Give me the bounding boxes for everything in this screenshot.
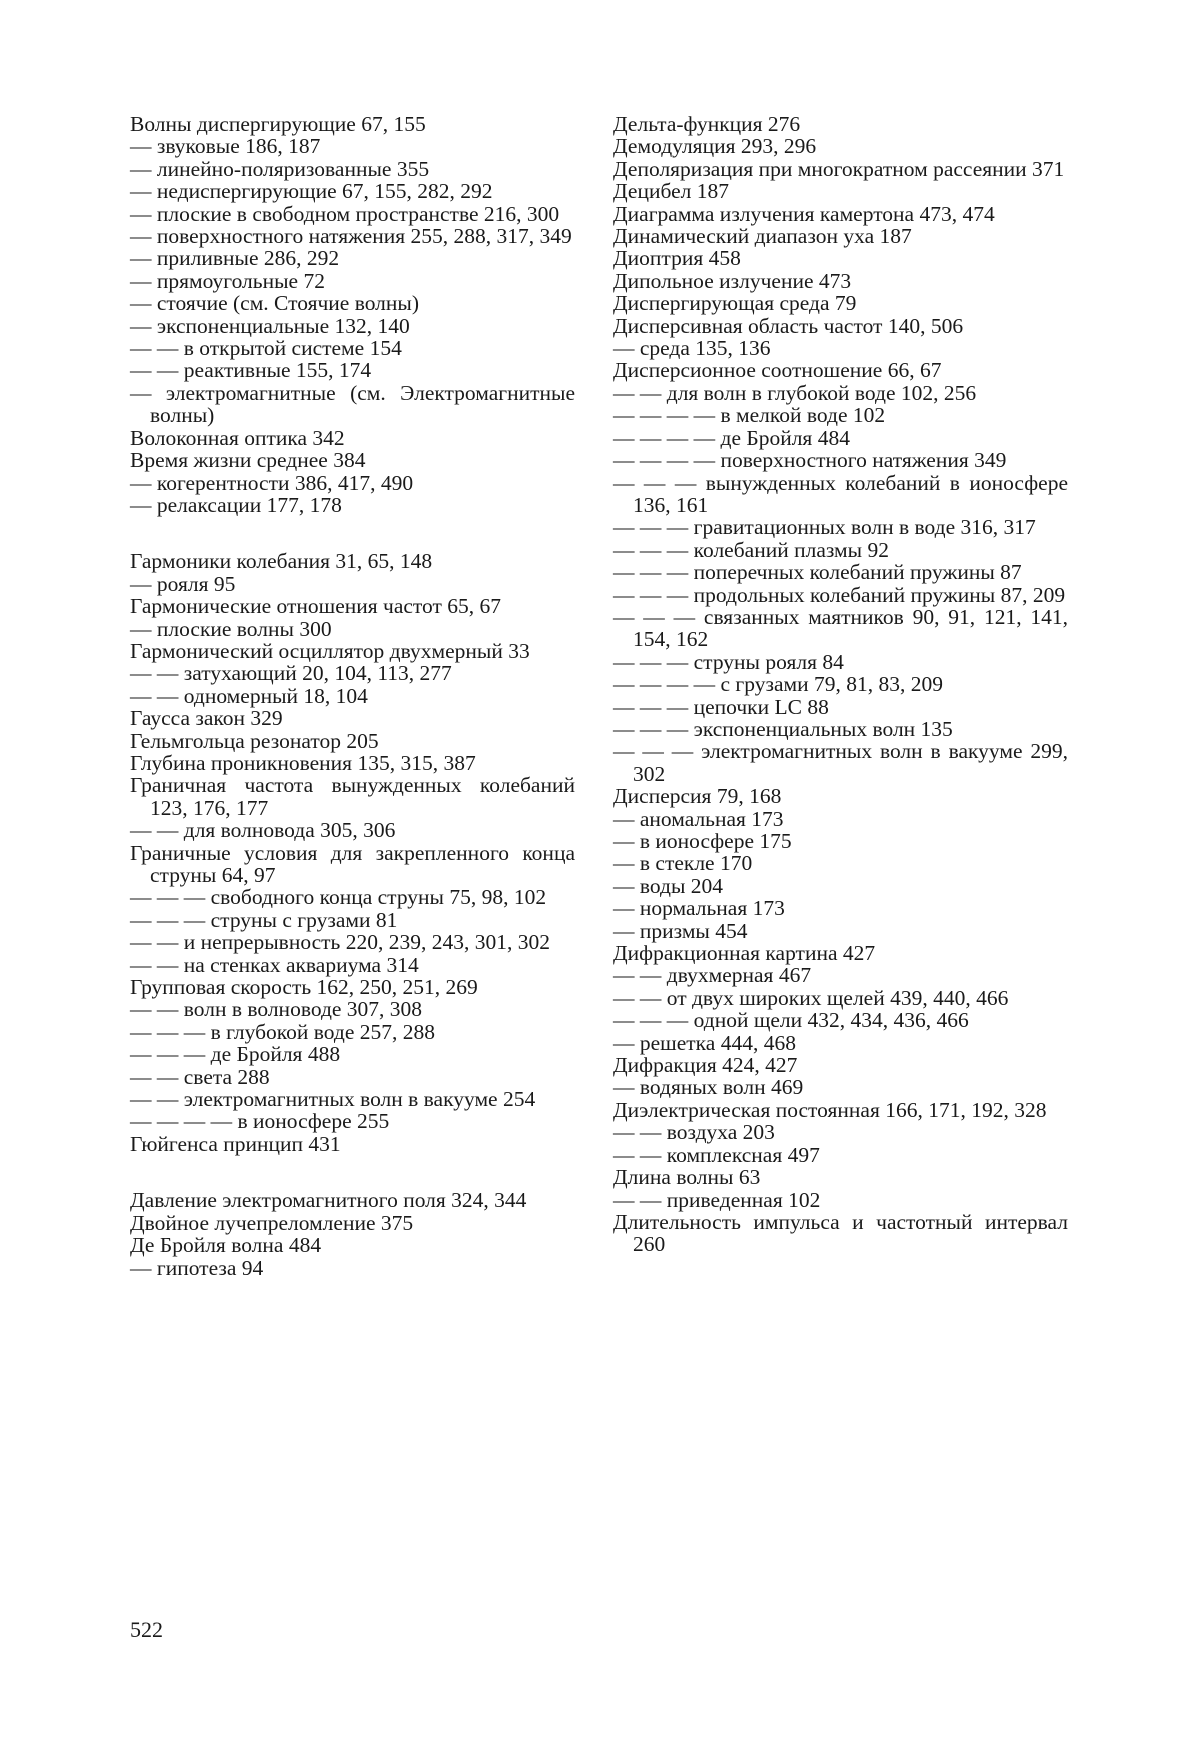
index-entry: Двойное лучепреломление 375	[130, 1210, 414, 1235]
index-entry: — — — одной щели 432, 434, 436, 466	[613, 1008, 969, 1033]
index-entry: — гипотеза 94	[130, 1255, 264, 1280]
index-entry: — электромагнитные (см. Электромагнитные волны)	[130, 380, 575, 428]
index-entry: Дисперсионное соотношение 66, 67	[613, 358, 942, 383]
index-entry: Время жизни среднее 384	[130, 448, 366, 473]
index-entry: — — — — де Бройля 484	[613, 425, 850, 450]
index-entry: — — — вынужденных колебаний в ионосфере 136, 161	[613, 470, 1068, 517]
index-column-right	[613, 113, 1068, 1256]
section-gap	[130, 516, 575, 550]
index-entry: — — — струны рояля 84	[613, 649, 844, 674]
index-entry: — — и непрерывность 220, 239, 243, 301, 302	[130, 930, 550, 955]
index-entry: Гюйгенса принцип 431	[130, 1131, 341, 1156]
index-column-left	[130, 113, 575, 1279]
index-entry: — плоские в свободном пространстве 216, 300	[130, 201, 560, 226]
index-entry: Граничные условия для закрепленного конца струны 64, 97	[130, 840, 575, 887]
index-entry: — — — продольных колебаний пружины 87, 209	[613, 582, 1066, 607]
index-entry: — — — свободного конца струны 75, 98, 102	[130, 885, 547, 910]
index-entry: — недиспергирующие 67, 155, 282, 292	[130, 179, 493, 204]
index-entry: — — затухающий 20, 104, 113, 277	[130, 661, 452, 686]
index-entry: — — — — с грузами 79, 81, 83, 209	[613, 672, 943, 697]
index-entry: — в ионосфере 175	[613, 829, 792, 853]
index-entry: Групповая скорость 162, 250, 251, 269	[130, 975, 478, 1000]
page-number: 522	[130, 1617, 163, 1642]
index-entry: — — — — поверхностного натяжения 349	[613, 448, 1007, 473]
index-entry: Децибел 187	[613, 179, 730, 204]
index-entry: Дисперсивная область частот 140, 506	[613, 313, 964, 338]
index-entry: — — — струны с грузами 81	[130, 907, 398, 932]
index-entry: — — — — в ионосфере 255	[130, 1109, 390, 1134]
index-entry: Деполяризация при многократном рассеянии 371	[613, 156, 1065, 181]
index-entry: — — на стенках аквариума 314	[130, 952, 419, 977]
index-entry: — призмы 454	[613, 918, 748, 943]
index-entry: — — — в глубокой воде 257, 288	[130, 1019, 435, 1044]
index-entry: — — приведенная 102	[613, 1187, 821, 1212]
index-entry: — воды 204	[613, 873, 724, 898]
index-entry: — решетка 444, 468	[613, 1030, 796, 1055]
index-entry: Волоконная оптика 342	[130, 425, 345, 450]
index-entry: Диспергирующая среда 79	[613, 291, 857, 316]
index-entry: Гармонические отношения частот 65, 67	[130, 594, 502, 619]
index-entry: Дельта-функция 276	[613, 112, 801, 136]
index-entry: Граничная частота вынужденных колебаний 123, 176, 177	[130, 773, 575, 820]
index-entry: — прямоугольные 72	[130, 268, 325, 293]
index-entry: — — электромагнитных волн в вакууме 254	[130, 1087, 536, 1112]
index-entry: — линейно-поляризованные 355	[130, 156, 430, 181]
index-entry: Де Бройля волна 484	[130, 1233, 322, 1258]
index-entry: — — — поперечных колебаний пружины 87	[613, 560, 1022, 585]
index-entry: Диоптрия 458	[613, 246, 741, 271]
index-entry: — — — де Бройля 488	[130, 1042, 341, 1067]
index-entry: — — в открытой системе 154	[130, 336, 402, 361]
index-entry: — плоские волны 300	[130, 616, 332, 641]
index-entry: Гармонический осциллятор двухмерный 33	[130, 638, 530, 663]
index-entry: — — — экспоненциальных волн 135	[613, 716, 953, 741]
index-entry: — — — гравитационных волн в воде 316, 317	[613, 515, 1036, 540]
index-entry: — — двухмерная 467	[613, 963, 812, 988]
index-entry: Гельмгольца резонатор 205	[130, 728, 379, 753]
index-entry: — стоячие (см. Стоячие волны)	[130, 291, 420, 316]
index-entry: — — воздуха 203	[613, 1120, 775, 1145]
index-entry: Динамический диапазон уха 187	[613, 224, 912, 249]
index-entry: — — комплексная 497	[613, 1142, 820, 1167]
index-entry: Длина волны 63	[613, 1165, 761, 1190]
index-entry: Гаусса закон 329	[130, 706, 283, 731]
index-entry: Диэлектрическая постоянная 166, 171, 192, 328	[613, 1097, 1047, 1122]
index-entry: Дифракция 424, 427	[613, 1053, 798, 1078]
index-entry: Демодуляция 293, 296	[613, 134, 817, 159]
index-entry: — — — колебаний плазмы 92	[613, 537, 889, 562]
index-entry: — — — связанных маятников 90, 91, 121, 141, 154, 162	[613, 604, 1068, 652]
index-entry: — в стекле 170	[613, 851, 753, 876]
index-entry: Давление электромагнитного поля 324, 344	[130, 1188, 527, 1213]
index-entry: — — от двух широких щелей 439, 440, 466	[613, 985, 1009, 1010]
index-entry: Волны диспергирующие 67, 155	[130, 112, 426, 136]
index-entry: — водяных волн 469	[613, 1075, 804, 1100]
index-entry: Дифракционная картина 427	[613, 941, 876, 966]
index-entry: Диаграмма излучения камертона 473, 474	[613, 201, 995, 226]
index-entry: Гармоники колебания 31, 65, 148	[130, 549, 433, 574]
index-entry: — аномальная 173	[613, 806, 784, 831]
index-entry: — среда 135, 136	[613, 336, 771, 361]
index-entry: — когерентности 386, 417, 490	[130, 470, 414, 495]
index-entry: — — одномерный 18, 104	[130, 683, 368, 708]
index-entry: — — света 288	[130, 1064, 270, 1089]
index-entry: — поверхностного натяжения 255, 288, 317, 349	[130, 224, 572, 249]
index-entry: — — для волновода 305, 306	[130, 818, 396, 843]
index-entry: — — для волн в глубокой воде 102, 256	[613, 380, 977, 405]
index-entry: Дисперсия 79, 168	[613, 784, 782, 809]
index-entry: — — реактивные 155, 174	[130, 358, 372, 383]
index-entry: — экспоненциальные 132, 140	[130, 313, 410, 338]
index-entry: — — — электромагнитных волн в вакууме 299, 302	[613, 739, 1068, 786]
index-entry: — приливные 286, 292	[130, 246, 340, 271]
index-entry: — — волн в волноводе 307, 308	[130, 997, 423, 1022]
index-entry: Длительность импульса и частотный интервал 260	[613, 1209, 1068, 1257]
section-gap	[130, 1155, 575, 1189]
index-entry: — — — цепочки LC 88	[613, 694, 829, 719]
index-entry: — релаксации 177, 178	[130, 492, 342, 517]
index-entry: — звуковые 186, 187	[130, 134, 321, 159]
index-entry: Дипольное излучение 473	[613, 268, 852, 293]
index-entry: — — — — в мелкой воде 102	[613, 403, 886, 428]
index-entry: — рояля 95	[130, 571, 236, 596]
index-entry: Глубина проникновения 135, 315, 387	[130, 750, 476, 775]
index-entry: — нормальная 173	[613, 896, 785, 921]
